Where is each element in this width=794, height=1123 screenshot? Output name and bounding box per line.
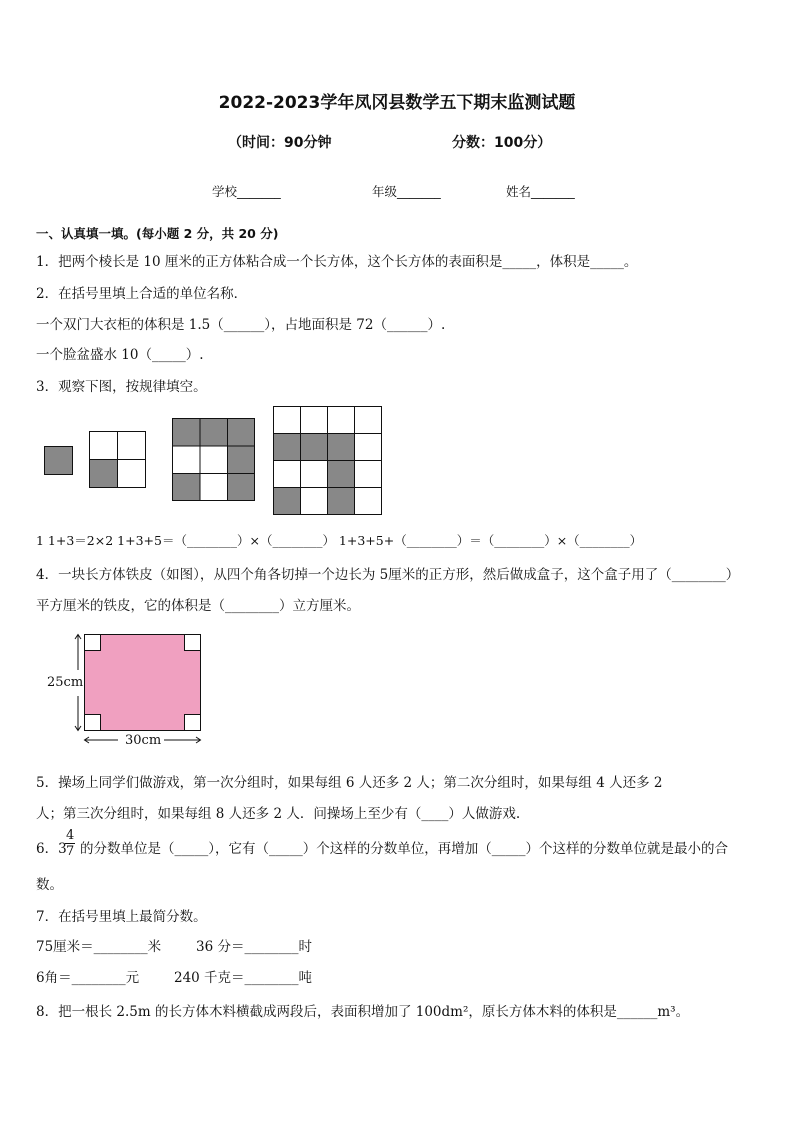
question-6-line2: 数。 xyxy=(36,877,63,893)
question-7-b: 36 分＝________时 xyxy=(196,939,312,955)
school-field: 学校_______ xyxy=(212,184,281,199)
question-2-intro: 2．在括号里填上合适的单位名称． xyxy=(36,286,248,302)
question-3-formula: 1 1+3＝2×2 1+3+5＝（________）×（________） 1+3+5+（________）＝（________）×（________） xyxy=(36,533,643,548)
pattern-figure-4 xyxy=(273,406,383,516)
question-4-line1: 4．一块长方体铁皮（如图），从四个角各切掉一个边长为 5厘米的正方形，然后做成盒子，这个盒子用了（________） xyxy=(36,567,740,583)
height-label: 25cm xyxy=(47,675,84,690)
question-7-intro: 7．在括号里填上最简分数。 xyxy=(36,909,207,925)
exam-time: （时间：90分钟 xyxy=(228,135,332,151)
mixed-fraction xyxy=(65,828,75,859)
question-2-line1: 一个双门大衣柜的体积是 1.5（______），占地面积是 72（______）. xyxy=(36,317,446,333)
question-8: 8．把一根长 2.5m 的长方体木料横截成两段后，表面积增加了 100dm²，原长方体木料的体积是______m³。 xyxy=(36,1004,690,1020)
exam-score: 分数：100分） xyxy=(452,135,552,151)
question-7-d: 240 千克＝________吨 xyxy=(174,970,313,986)
question-3-intro: 3．观察下图，按规律填空。 xyxy=(36,379,207,395)
pattern-figure-2 xyxy=(89,431,147,489)
name-field: 姓名_______ xyxy=(506,184,575,199)
grade-field: 年级_______ xyxy=(372,184,441,199)
pattern-figure-3 xyxy=(172,418,256,502)
question-7-c: 6角＝________元 xyxy=(36,970,140,986)
width-label: 30cm xyxy=(125,733,162,748)
question-4-line2: 平方厘米的铁皮，它的体积是（________）立方厘米。 xyxy=(36,598,360,614)
pattern-figure-1 xyxy=(44,446,74,476)
fraction-denominator: 7 xyxy=(66,844,75,859)
page-title: 2022-2023学年凤冈县数学五下期末监测试题 xyxy=(218,93,576,113)
question-6-prefix: 6．3 xyxy=(36,841,67,857)
question-6-line1: 的分数单位是（_____），它有（_____）个这样的分数单位，再增加（_____）个这样的分数单位就是最小的合 xyxy=(80,841,728,857)
question-2-line2: 一个脸盆盛水 10（_____）. xyxy=(36,347,204,363)
question-5-line2: 人；第三次分组时，如果每组 8 人还多 2 人．问操场上至少有（____）人做游戏. xyxy=(36,806,521,822)
question-1: 1．把两个棱长是 10 厘米的正方体粘合成一个长方体，这个长方体的表面积是_____，体积是_____。 xyxy=(36,254,638,270)
question-5-line1: 5．操场上同学们做游戏，第一次分组时，如果每组 6 人还多 2 人；第二次分组时，如果每组 4 人还多 2 xyxy=(36,775,663,791)
fraction-numerator: 4 xyxy=(66,828,75,843)
section-heading: 一、认真填一填。(每小题 2 分，共 20 分) xyxy=(36,226,279,241)
question-7-a: 75厘米＝________米 xyxy=(36,939,162,955)
